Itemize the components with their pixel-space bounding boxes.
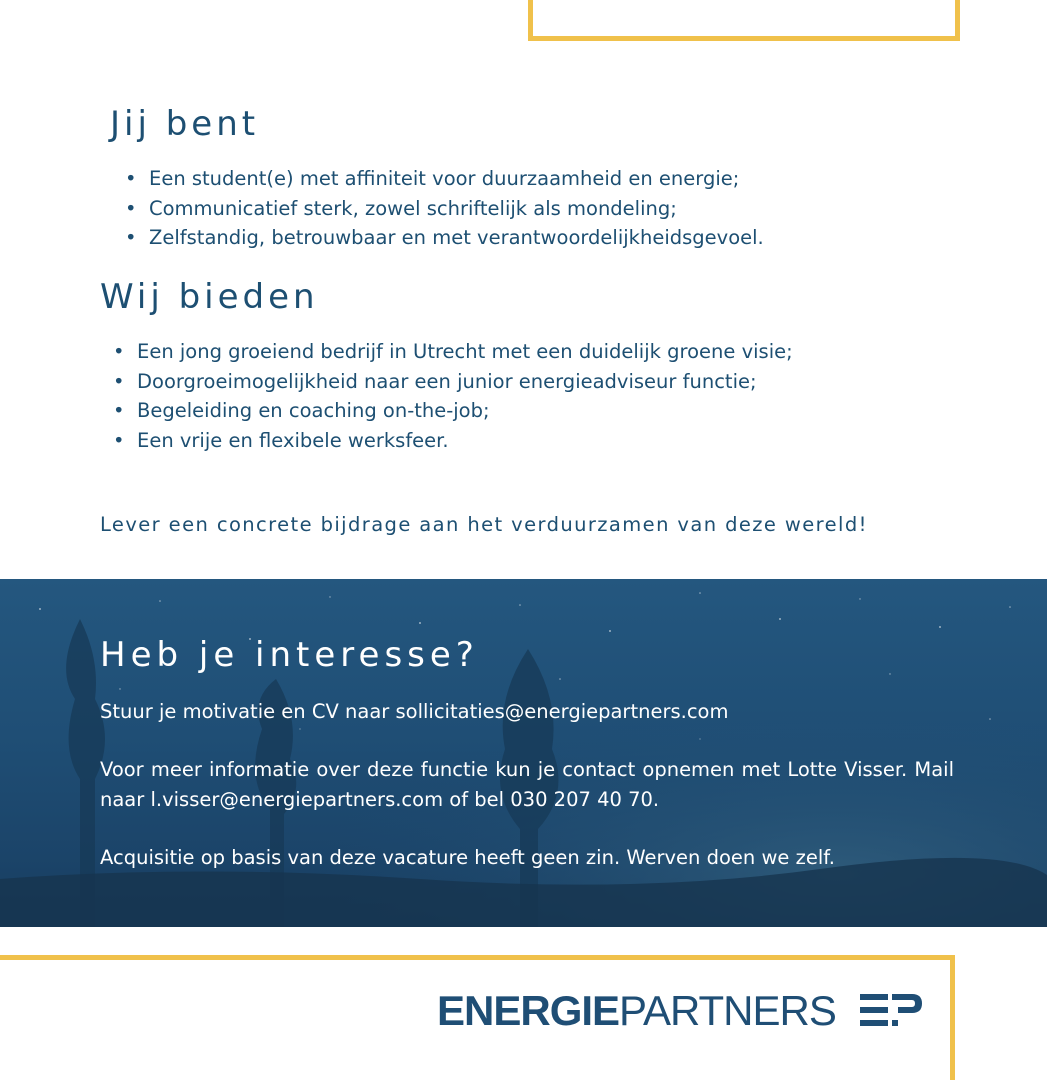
heading-wij-bieden: Wij bieden [100,277,319,317]
company-logo [437,987,922,1034]
list-item: • Een jong groeiend bedrijf in Utrecht met een duidelijk groene visie; [113,337,793,367]
heading-interest: Heb je interesse? [100,635,479,675]
list-item: • Een vrije en flexibele werksfeer. [113,426,793,456]
list-item: • Begeleiding en coaching on-the-job; [113,396,793,426]
list-item: • Communicatief sterk, zowel schriftelijk als mondeling; [125,194,764,224]
night-sky-background [0,579,1047,927]
contact-information: Voor meer informatie over deze functie kun je contact opnemen met Lotte Visser. Mail naar l.visser@energiepartners.com of bel 030 207 40 70. [100,758,954,811]
logo-text-light: PARTNERS [619,987,836,1034]
logo-text-bold: ENERGIE [437,987,620,1034]
acquisition-notice: Acquisitie op basis van deze vacature heeft geen zin. Werven doen we zelf. [100,846,835,869]
list-item: • Een student(e) met affiniteit voor duurzaamheid en energie; [125,164,764,194]
list-item: • Zelfstandig, betrouwbaar en met verantwoordelijkheidsgevoel. [125,223,764,253]
list-item: • Doorgroeimogelijkheid naar een junior energieadviseur functie; [113,367,793,397]
tagline: Lever een concrete bijdrage aan het verduurzamen van deze wereld! [100,513,868,536]
list-wij-bieden [113,337,793,455]
list-jij-bent [125,164,764,253]
application-instructions: Stuur je motivatie en CV naar sollicitaties@energiepartners.com [100,700,729,723]
contact-banner [0,579,1047,927]
heading-jij-bent: Jij bent [110,104,260,144]
ep-logo-icon [860,994,922,1028]
top-decorative-frame [528,0,960,41]
